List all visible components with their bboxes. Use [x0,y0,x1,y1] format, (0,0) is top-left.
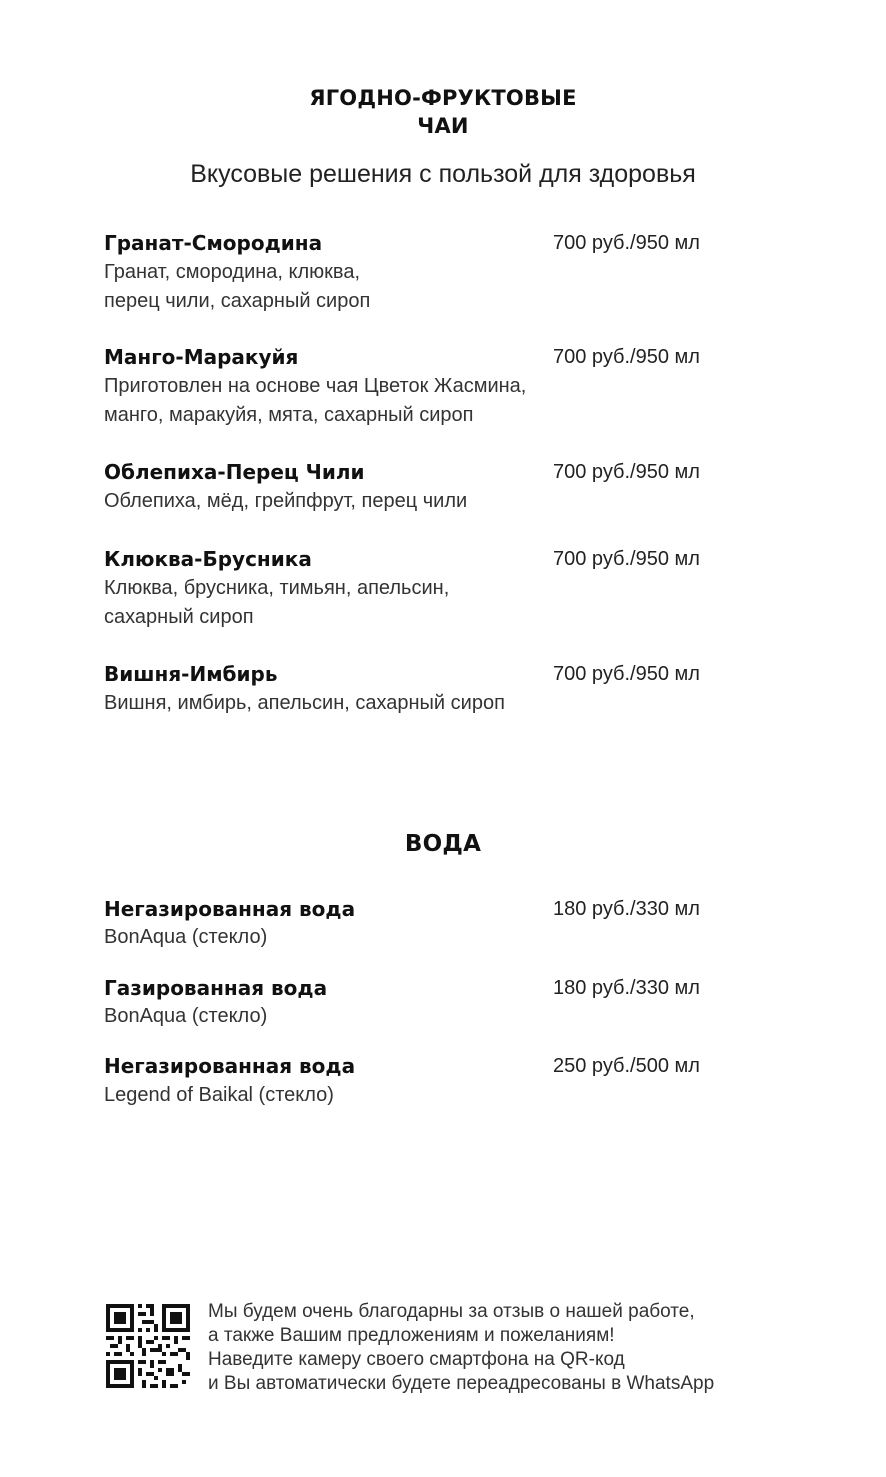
menu-item [104,229,704,316]
item-price: 700 руб./950 мл [553,461,700,483]
item-description: Облепиха, мёд, грейпфрут, перец чили [104,490,468,512]
item-name: Манго-Маракуйя [104,345,299,369]
footer-text [208,1300,715,1396]
menu-item [104,660,704,718]
item-description: Вишня, имбирь, апельсин, сахарный сироп [104,692,505,714]
item-description: BonAqua (стекло) [104,926,268,948]
footer-line: и Вы автоматически будете переадресованы в WhatsApp [208,1373,715,1394]
item-price: 700 руб./950 мл [553,663,700,685]
footer-line: Мы будем очень благодарны за отзыв о нашей работе, [208,1301,695,1322]
qr-code-icon [106,1304,190,1388]
item-name: Облепиха-Перец Чили [104,460,365,484]
menu-item [104,1052,704,1110]
item-price: 700 руб./950 мл [553,232,700,254]
section-title-water: ВОДА [404,831,482,857]
item-name: Негазированная вода [104,897,356,921]
item-description: BonAqua (стекло) [104,1005,268,1027]
menu-item [104,545,704,632]
section-title-line-1: ЯГОДНО-ФРУКТОВЫЕ [309,86,577,110]
item-description: Клюква, брусника, тимьян, апельсин, сахарный сироп [104,577,450,628]
item-price: 180 руб./330 мл [553,977,700,999]
item-price: 250 руб./500 мл [553,1055,700,1077]
menu-item [104,895,704,950]
footer-line: Наведите камеру своего смартфона на QR-код [208,1349,625,1370]
item-name: Вишня-Имбирь [104,662,278,686]
section-subtitle: Вкусовые решения с пользой для здоровья [190,160,696,188]
item-price: 180 руб./330 мл [553,898,700,920]
item-name: Клюква-Брусника [104,547,312,571]
section-title-teas [0,84,886,140]
item-description: Legend of Baikal (стекло) [104,1084,334,1106]
menu-item [104,458,704,516]
item-name: Газированная вода [104,976,328,1000]
item-name: Негазированная вода [104,1054,356,1078]
menu-item [104,974,704,1029]
item-price: 700 руб./950 мл [553,548,700,570]
item-description: Гранат, смородина, клюква, перец чили, сахарный сироп [104,261,371,312]
item-price: 700 руб./950 мл [553,346,700,368]
section-title-line-2: ЧАИ [417,114,469,138]
item-name: Гранат-Смородина [104,231,323,255]
footer-line: а также Вашим предложениям и пожеланиям! [208,1325,615,1346]
item-description: Приготовлен на основе чая Цветок Жасмина, манго, маракуйя, мята, сахарный сироп [104,375,527,426]
menu-item [104,343,704,430]
